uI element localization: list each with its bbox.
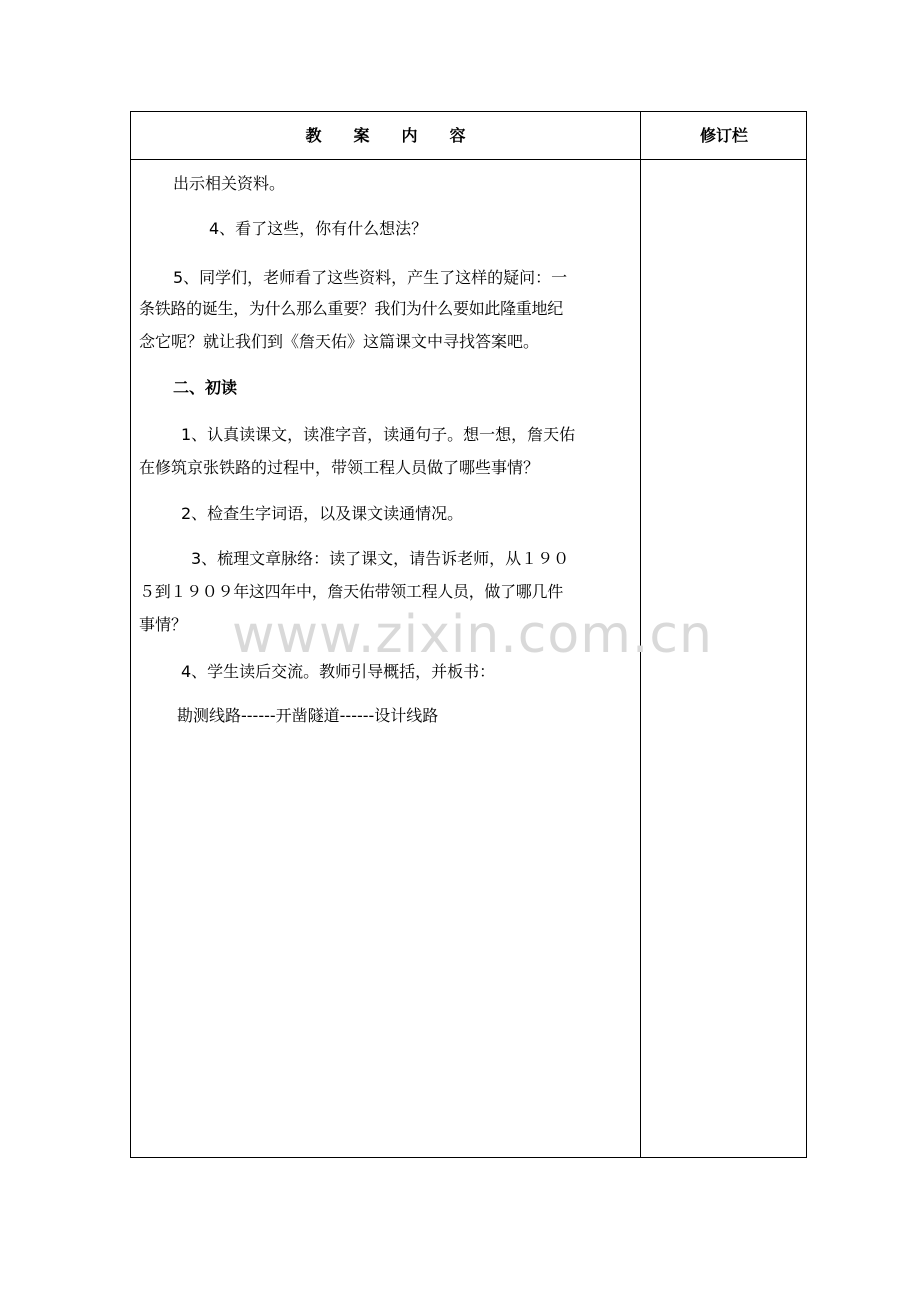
content-column-header: 教 案 内 容 — [305, 126, 466, 145]
header-divider — [131, 159, 806, 160]
text-line: 出示相关资料。 — [173, 174, 286, 193]
text-line: 1、认真读课文，读准字音，读通句子。想一想，詹天佑 — [181, 425, 576, 444]
text-line: 在修筑京张铁路的过程中，带领工程人员做了哪些事情？ — [139, 458, 540, 477]
text-line: 条铁路的诞生，为什么那么重要？我们为什么要如此隆重地纪 — [139, 299, 563, 318]
text-line: 5、同学们，老师看了这些资料，产生了这样的疑问：一 — [173, 268, 568, 287]
text-line: ５到１９０９年这四年中，詹天佑带领工程人员，做了哪几件 — [139, 582, 563, 601]
revision-column-header: 修订栏 — [699, 126, 748, 145]
text-line: 事情？ — [139, 615, 188, 634]
text-line: 4、学生读后交流。教师引导概括，并板书： — [181, 662, 496, 681]
blackboard-summary: 勘测线路------开凿隧道------设计线路 — [177, 706, 439, 725]
text-line: 3、梳理文章脉络：读了课文，请告诉老师，从１９０ — [191, 549, 570, 568]
text-line: 念它呢？就让我们到《詹天佑》这篇课文中寻找答案吧。 — [139, 332, 540, 351]
section-heading: 二、初读 — [173, 378, 238, 397]
text-line: 2、检查生字词语，以及课文读通情况。 — [181, 504, 464, 523]
text-line: 4、看了这些，你有什么想法？ — [209, 219, 428, 238]
watermark: www.zixin.com.cn — [232, 605, 713, 665]
